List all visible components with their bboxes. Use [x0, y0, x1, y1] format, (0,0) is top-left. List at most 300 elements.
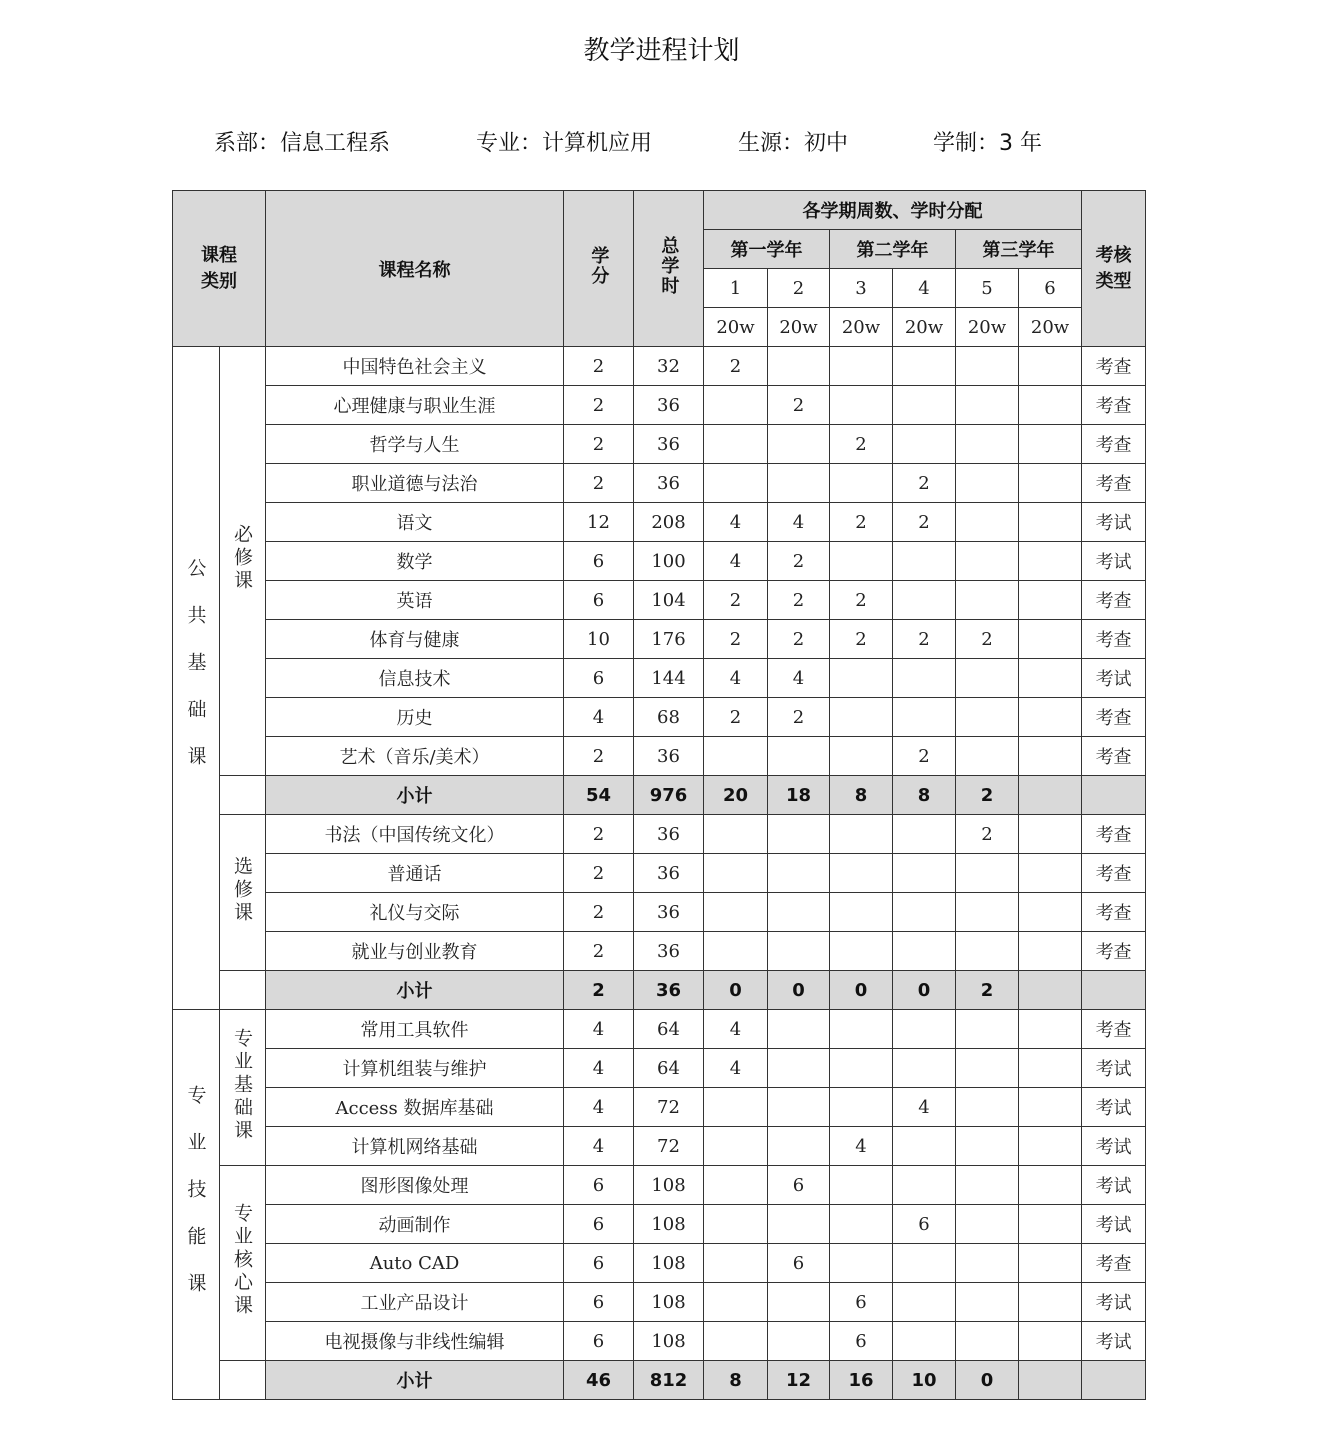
header-credits [564, 191, 634, 347]
course-name: 计算机网络基础 [266, 1127, 564, 1166]
term-5-hours [956, 464, 1019, 503]
course-credits: 4 [564, 1010, 634, 1049]
term-2-hours [768, 932, 830, 971]
subcategory-required-text: 必修课 [231, 524, 253, 593]
term-2-hours [768, 1283, 830, 1322]
category-professional-text: 专业技能课 [184, 1084, 207, 1320]
term-4-hours: 8 [893, 776, 956, 815]
table-row [173, 1205, 1146, 1244]
course-exam-type: 考试 [1082, 503, 1146, 542]
term-4-hours [893, 1049, 956, 1088]
subcategory-elective [220, 815, 266, 971]
term-3-hours: 8 [830, 776, 893, 815]
term-1-hours [704, 1322, 768, 1361]
term-3-hours [830, 854, 893, 893]
term-2-hours [768, 1049, 830, 1088]
course-exam-type: 考试 [1082, 1166, 1146, 1205]
table-row [173, 503, 1146, 542]
term-1-hours: 4 [704, 503, 768, 542]
term-3-hours [830, 815, 893, 854]
course-credits: 4 [564, 1049, 634, 1088]
course-hours: 36 [634, 737, 704, 776]
term-2-hours [768, 854, 830, 893]
table-row [173, 347, 1146, 386]
term-5-hours [956, 1166, 1019, 1205]
term-3-hours [830, 659, 893, 698]
course-credits: 2 [564, 971, 634, 1010]
course-exam-type: 考查 [1082, 581, 1146, 620]
term-5-hours [956, 1049, 1019, 1088]
term-6-hours [1019, 1088, 1082, 1127]
term-5-hours: 0 [956, 1361, 1019, 1400]
course-hours: 108 [634, 1205, 704, 1244]
term-6-hours [1019, 425, 1082, 464]
term-1-hours: 2 [704, 581, 768, 620]
term-6-hours [1019, 815, 1082, 854]
course-name: Access 数据库基础 [266, 1088, 564, 1127]
term-3-hours [830, 1049, 893, 1088]
term-1-hours: 4 [704, 542, 768, 581]
term-1-hours [704, 815, 768, 854]
term-4-hours [893, 425, 956, 464]
category-public-basic-text: 公共基础课 [184, 558, 207, 793]
table-row [173, 581, 1146, 620]
term-3-hours: 2 [830, 425, 893, 464]
course-exam-type: 考试 [1082, 1088, 1146, 1127]
term-2-hours [768, 425, 830, 464]
term-4-hours: 2 [893, 464, 956, 503]
term-3-hours [830, 347, 893, 386]
term-1-hours: 4 [704, 1049, 768, 1088]
subtotal-blank [220, 776, 266, 815]
term-1-hours [704, 932, 768, 971]
term-6-hours [1019, 932, 1082, 971]
term-5-hours [956, 1127, 1019, 1166]
term-6-hours [1019, 854, 1082, 893]
term-4-hours [893, 1322, 956, 1361]
term-3-hours: 6 [830, 1283, 893, 1322]
term-6-hours [1019, 893, 1082, 932]
table-row [173, 1010, 1146, 1049]
major-label: 专业：计算机应用 [476, 131, 653, 156]
course-hours: 108 [634, 1166, 704, 1205]
course-hours: 36 [634, 854, 704, 893]
term-1-hours: 0 [704, 971, 768, 1010]
term-6-hours [1019, 737, 1082, 776]
course-credits: 6 [564, 1283, 634, 1322]
header-term-2: 2 [768, 269, 830, 308]
course-credits: 4 [564, 698, 634, 737]
term-1-hours: 8 [704, 1361, 768, 1400]
course-exam-type [1082, 971, 1146, 1010]
subtotal-blank [220, 971, 266, 1010]
term-4-hours [893, 1010, 956, 1049]
course-credits: 4 [564, 1088, 634, 1127]
term-6-hours [1019, 1361, 1082, 1400]
term-1-hours: 4 [704, 659, 768, 698]
course-exam-type: 考查 [1082, 347, 1146, 386]
course-hours: 36 [634, 815, 704, 854]
term-3-hours: 0 [830, 971, 893, 1010]
term-4-hours [893, 854, 956, 893]
subtotal-row [173, 971, 1146, 1010]
course-exam-type: 考试 [1082, 542, 1146, 581]
course-hours: 64 [634, 1049, 704, 1088]
course-hours: 812 [634, 1361, 704, 1400]
term-5-hours [956, 503, 1019, 542]
course-name: 职业道德与法治 [266, 464, 564, 503]
page-title: 教学进程计划 [583, 36, 740, 66]
term-6-hours [1019, 1283, 1082, 1322]
term-1-hours: 2 [704, 620, 768, 659]
term-5-hours [956, 932, 1019, 971]
course-name: 图形图像处理 [266, 1166, 564, 1205]
course-name: 语文 [266, 503, 564, 542]
term-4-hours [893, 893, 956, 932]
term-4-hours: 2 [893, 620, 956, 659]
term-5-hours [956, 1322, 1019, 1361]
table-row [173, 1049, 1146, 1088]
term-6-hours [1019, 659, 1082, 698]
subcategory-prof-basic [220, 1010, 266, 1166]
term-5-hours [956, 1244, 1019, 1283]
course-hours: 36 [634, 386, 704, 425]
course-exam-type: 考查 [1082, 893, 1146, 932]
header-weeks-1: 20w [704, 308, 768, 347]
term-2-hours [768, 893, 830, 932]
course-name: 心理健康与职业生涯 [266, 386, 564, 425]
course-name: 书法（中国传统文化） [266, 815, 564, 854]
course-credits: 6 [564, 1244, 634, 1283]
course-exam-type: 考试 [1082, 1322, 1146, 1361]
term-5-hours [956, 1010, 1019, 1049]
term-6-hours [1019, 1049, 1082, 1088]
course-name: 就业与创业教育 [266, 932, 564, 971]
term-5-hours [956, 737, 1019, 776]
term-2-hours: 0 [768, 971, 830, 1010]
term-2-hours: 6 [768, 1244, 830, 1283]
term-6-hours [1019, 386, 1082, 425]
course-exam-type: 考查 [1082, 737, 1146, 776]
course-name: 电视摄像与非线性编辑 [266, 1322, 564, 1361]
table-row [173, 893, 1146, 932]
table-row [173, 464, 1146, 503]
term-4-hours [893, 1166, 956, 1205]
header-weeks-5: 20w [956, 308, 1019, 347]
term-2-hours: 2 [768, 620, 830, 659]
course-hours: 36 [634, 893, 704, 932]
course-exam-type: 考试 [1082, 1049, 1146, 1088]
course-name: 普通话 [266, 854, 564, 893]
course-exam-type: 考查 [1082, 815, 1146, 854]
term-5-hours [956, 893, 1019, 932]
term-6-hours [1019, 620, 1082, 659]
term-1-hours [704, 425, 768, 464]
term-3-hours [830, 737, 893, 776]
term-3-hours: 6 [830, 1322, 893, 1361]
course-exam-type: 考查 [1082, 932, 1146, 971]
term-2-hours [768, 737, 830, 776]
term-6-hours [1019, 1010, 1082, 1049]
header-term-3: 3 [830, 269, 893, 308]
term-4-hours: 0 [893, 971, 956, 1010]
course-credits: 2 [564, 386, 634, 425]
term-2-hours: 18 [768, 776, 830, 815]
term-6-hours [1019, 581, 1082, 620]
term-1-hours: 4 [704, 1010, 768, 1049]
term-5-hours [956, 386, 1019, 425]
header-year2: 第二学年 [830, 230, 956, 269]
header-year3: 第三学年 [956, 230, 1082, 269]
term-4-hours [893, 1283, 956, 1322]
term-3-hours [830, 932, 893, 971]
course-exam-type: 考试 [1082, 1283, 1146, 1322]
term-2-hours: 4 [768, 503, 830, 542]
course-hours: 68 [634, 698, 704, 737]
term-6-hours [1019, 698, 1082, 737]
term-2-hours [768, 1127, 830, 1166]
course-exam-type: 考查 [1082, 698, 1146, 737]
term-3-hours [830, 698, 893, 737]
term-5-hours [956, 581, 1019, 620]
term-1-hours: 2 [704, 698, 768, 737]
table-row [173, 542, 1146, 581]
term-3-hours [830, 542, 893, 581]
course-exam-type [1082, 1361, 1146, 1400]
teaching-plan-table [172, 190, 1146, 1400]
course-name: 工业产品设计 [266, 1283, 564, 1322]
term-5-hours: 2 [956, 776, 1019, 815]
term-3-hours: 2 [830, 620, 893, 659]
subcategory-prof-basic-text: 专业基础课 [231, 1027, 253, 1143]
term-2-hours [768, 815, 830, 854]
course-hours: 36 [634, 425, 704, 464]
term-3-hours [830, 1088, 893, 1127]
table-row [173, 620, 1146, 659]
term-5-hours [956, 659, 1019, 698]
subtotal-blank [220, 1361, 266, 1400]
course-hours: 208 [634, 503, 704, 542]
course-credits: 2 [564, 893, 634, 932]
term-6-hours [1019, 1166, 1082, 1205]
term-2-hours [768, 464, 830, 503]
table-row [173, 1283, 1146, 1322]
course-credits: 6 [564, 1322, 634, 1361]
course-name: 小计 [266, 971, 564, 1010]
course-exam-type [1082, 776, 1146, 815]
term-2-hours: 2 [768, 386, 830, 425]
course-credits: 6 [564, 659, 634, 698]
subcategory-prof-core [220, 1166, 266, 1361]
term-1-hours [704, 1127, 768, 1166]
course-hours: 976 [634, 776, 704, 815]
course-credits: 10 [564, 620, 634, 659]
term-3-hours: 2 [830, 503, 893, 542]
term-4-hours [893, 659, 956, 698]
subtotal-row [173, 776, 1146, 815]
table-row [173, 659, 1146, 698]
course-credits: 2 [564, 347, 634, 386]
course-exam-type: 考查 [1082, 620, 1146, 659]
course-name: 小计 [266, 1361, 564, 1400]
course-credits: 46 [564, 1361, 634, 1400]
term-2-hours: 2 [768, 542, 830, 581]
course-exam-type: 考查 [1082, 425, 1146, 464]
course-credits: 2 [564, 464, 634, 503]
course-exam-type: 考试 [1082, 659, 1146, 698]
course-credits: 6 [564, 1166, 634, 1205]
term-2-hours [768, 1088, 830, 1127]
header-category [173, 191, 266, 347]
course-credits: 6 [564, 1205, 634, 1244]
term-2-hours: 6 [768, 1166, 830, 1205]
term-4-hours [893, 815, 956, 854]
course-credits: 2 [564, 854, 634, 893]
term-6-hours [1019, 542, 1082, 581]
course-name: Auto CAD [266, 1244, 564, 1283]
header-distribution: 各学期周数、学时分配 [704, 191, 1082, 230]
system-label: 学制：3 年 [933, 131, 1042, 156]
header-term-6: 6 [1019, 269, 1082, 308]
term-6-hours [1019, 503, 1082, 542]
course-exam-type: 考查 [1082, 1010, 1146, 1049]
term-5-hours [956, 698, 1019, 737]
term-1-hours: 20 [704, 776, 768, 815]
term-5-hours [956, 1088, 1019, 1127]
table-row [173, 1322, 1146, 1361]
header-exam-type-text: 考核类型 [1095, 244, 1132, 292]
term-2-hours [768, 1205, 830, 1244]
header-total-hours [634, 191, 704, 347]
course-exam-type: 考试 [1082, 1205, 1146, 1244]
term-1-hours [704, 893, 768, 932]
course-hours: 108 [634, 1283, 704, 1322]
course-name: 中国特色社会主义 [266, 347, 564, 386]
course-hours: 36 [634, 932, 704, 971]
header-term-1: 1 [704, 269, 768, 308]
term-2-hours: 4 [768, 659, 830, 698]
table-row [173, 815, 1146, 854]
header-credits-text: 学分 [588, 246, 610, 286]
term-6-hours [1019, 1322, 1082, 1361]
term-5-hours [956, 1205, 1019, 1244]
table-row [173, 1127, 1146, 1166]
term-2-hours [768, 1322, 830, 1361]
subcategory-prof-core-text: 专业核心课 [231, 1203, 253, 1318]
course-hours: 72 [634, 1127, 704, 1166]
term-5-hours: 2 [956, 815, 1019, 854]
dept-label: 系部：信息工程系 [214, 131, 391, 156]
course-hours: 176 [634, 620, 704, 659]
course-name: 计算机组装与维护 [266, 1049, 564, 1088]
term-4-hours [893, 542, 956, 581]
term-1-hours [704, 737, 768, 776]
term-6-hours [1019, 347, 1082, 386]
term-4-hours [893, 347, 956, 386]
table-row [173, 425, 1146, 464]
term-5-hours [956, 425, 1019, 464]
term-1-hours [704, 1205, 768, 1244]
term-3-hours: 4 [830, 1127, 893, 1166]
course-credits: 4 [564, 1127, 634, 1166]
header-term-5: 5 [956, 269, 1019, 308]
course-exam-type: 考查 [1082, 386, 1146, 425]
term-6-hours [1019, 776, 1082, 815]
term-1-hours [704, 1244, 768, 1283]
table-row [173, 386, 1146, 425]
course-exam-type: 考试 [1082, 1127, 1146, 1166]
term-4-hours [893, 1244, 956, 1283]
header-exam-type [1082, 191, 1146, 347]
term-1-hours: 2 [704, 347, 768, 386]
term-6-hours [1019, 1244, 1082, 1283]
term-1-hours [704, 1283, 768, 1322]
header-year1: 第一学年 [704, 230, 830, 269]
term-3-hours [830, 1205, 893, 1244]
term-4-hours: 6 [893, 1205, 956, 1244]
term-1-hours [704, 854, 768, 893]
course-credits: 2 [564, 932, 634, 971]
term-3-hours [830, 464, 893, 503]
term-4-hours [893, 932, 956, 971]
term-5-hours [956, 1283, 1019, 1322]
term-6-hours [1019, 464, 1082, 503]
header-category-text: 课程类别 [201, 244, 237, 292]
term-4-hours: 2 [893, 503, 956, 542]
course-credits: 54 [564, 776, 634, 815]
term-1-hours [704, 386, 768, 425]
table-row [173, 1166, 1146, 1205]
course-hours: 144 [634, 659, 704, 698]
course-name: 艺术（音乐/美术） [266, 737, 564, 776]
table-row [173, 932, 1146, 971]
course-name: 数学 [266, 542, 564, 581]
term-1-hours [704, 1166, 768, 1205]
source-label: 生源：初中 [738, 131, 849, 156]
course-name: 信息技术 [266, 659, 564, 698]
header-weeks-3: 20w [830, 308, 893, 347]
subcategory-elective-text: 选修课 [231, 855, 253, 925]
term-5-hours: 2 [956, 971, 1019, 1010]
term-1-hours [704, 464, 768, 503]
term-3-hours [830, 1010, 893, 1049]
course-name: 动画制作 [266, 1205, 564, 1244]
course-hours: 36 [634, 971, 704, 1010]
term-6-hours [1019, 971, 1082, 1010]
term-4-hours [893, 386, 956, 425]
course-credits: 12 [564, 503, 634, 542]
table-row [173, 1088, 1146, 1127]
term-2-hours [768, 347, 830, 386]
header-course-name: 课程名称 [266, 191, 564, 347]
term-2-hours: 2 [768, 698, 830, 737]
course-credits: 6 [564, 581, 634, 620]
table-row [173, 737, 1146, 776]
course-hours: 64 [634, 1010, 704, 1049]
term-6-hours [1019, 1127, 1082, 1166]
term-3-hours [830, 893, 893, 932]
course-hours: 32 [634, 347, 704, 386]
term-3-hours [830, 1244, 893, 1283]
course-name: 小计 [266, 776, 564, 815]
term-4-hours: 10 [893, 1361, 956, 1400]
term-4-hours: 4 [893, 1088, 956, 1127]
term-3-hours: 16 [830, 1361, 893, 1400]
term-6-hours [1019, 1205, 1082, 1244]
table-row [173, 698, 1146, 737]
term-3-hours [830, 386, 893, 425]
course-exam-type: 考查 [1082, 1244, 1146, 1283]
